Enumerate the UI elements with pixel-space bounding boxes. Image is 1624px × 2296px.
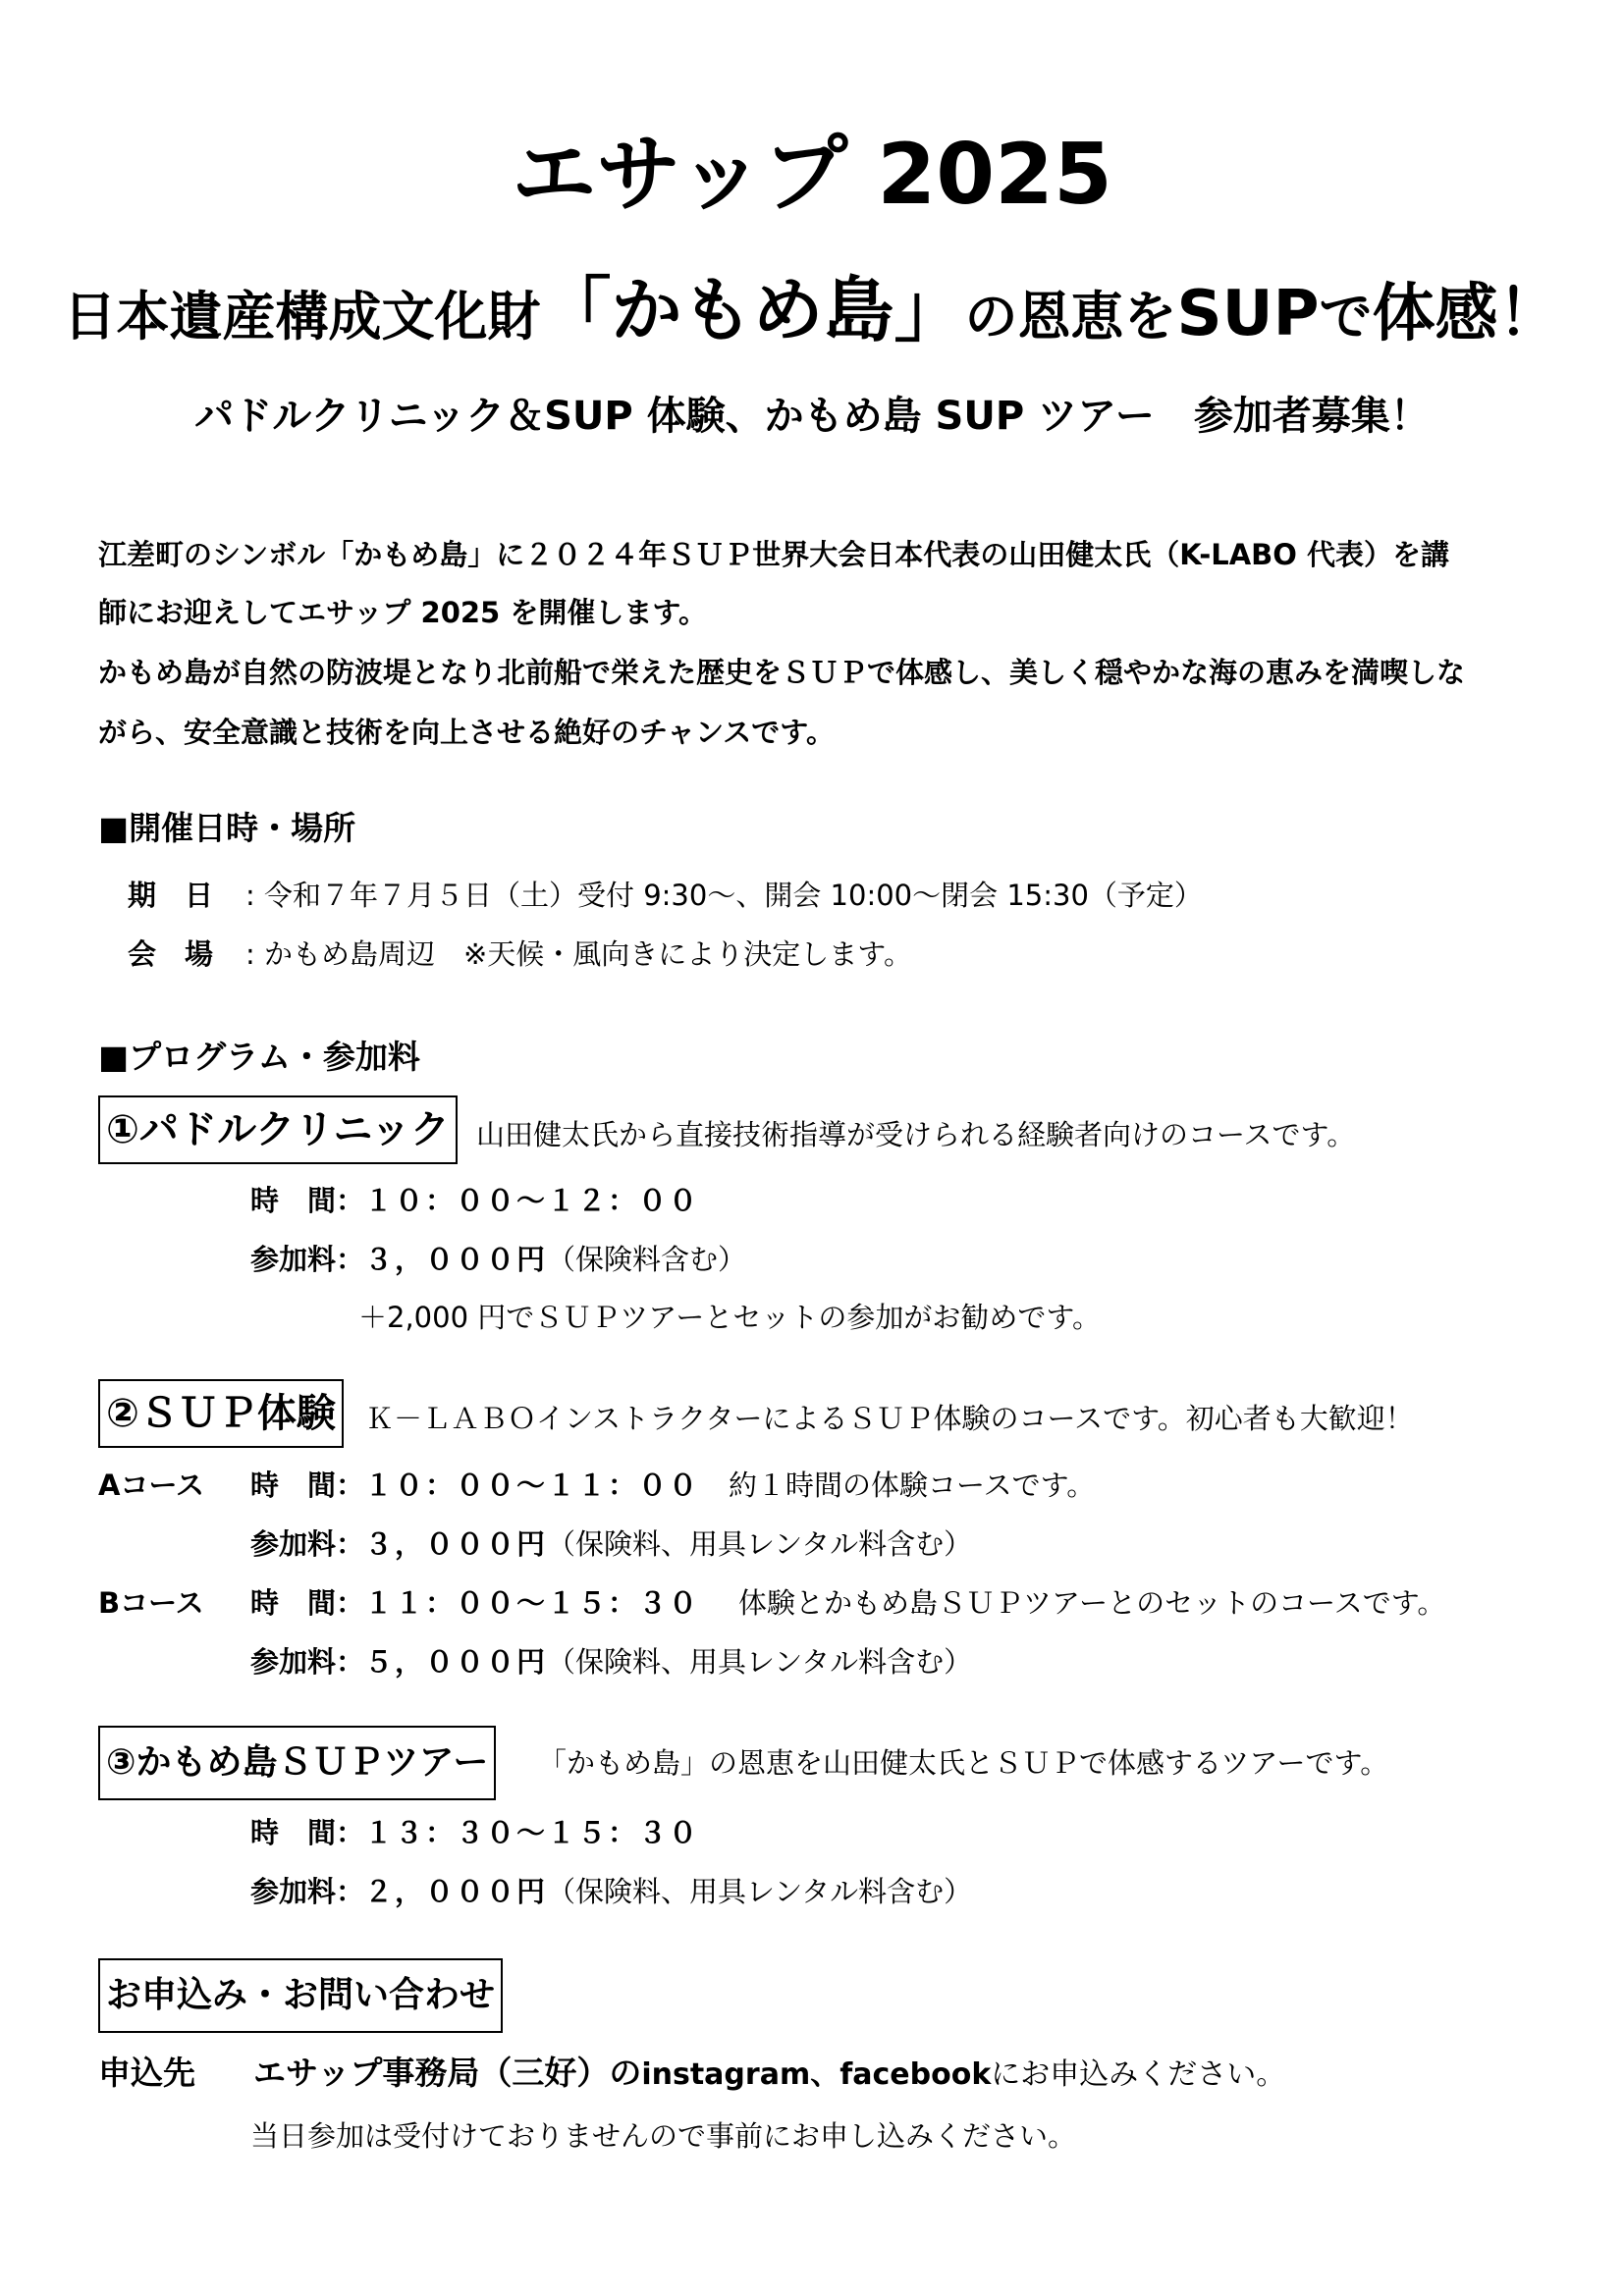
tour-time-row — [250, 1813, 699, 1852]
venue-value: : かもめ島周辺 ※天候・風向きにより決定します。 — [245, 937, 912, 971]
course-a-time-label: 時 間： — [250, 1468, 365, 1502]
schedule-venue-row — [128, 934, 912, 974]
page-title: エサップ 2025 — [512, 126, 1112, 224]
schedule-date-row — [128, 876, 1203, 915]
contact-heading-box: お申込み・お問い合わせ — [98, 1958, 503, 2033]
course-b-time-value: １１：００～１５：３０ — [364, 1586, 700, 1620]
course-b-fee-row — [250, 1642, 972, 1682]
clinic-time-value: １０：００～１２：００ — [364, 1184, 700, 1217]
subtitle — [0, 271, 1624, 356]
course-a-fee-value: ３，０００円 — [364, 1527, 548, 1561]
clinic-time-label: 時 間： — [250, 1184, 365, 1217]
sup-title-box: ②ＳＵＰ体験 — [98, 1379, 344, 1448]
tour-fee-label: 参加料： — [250, 1875, 365, 1908]
tour-desc: 「かもめ島」の恩恵を山田健太氏とＳＵＰで体感するツアーです。 — [538, 1746, 1389, 1780]
clinic-fee-value: ３，０００円 — [364, 1243, 548, 1276]
subtitle-part5: で — [1319, 286, 1373, 347]
clinic-desc: 山田健太氏から直接技術指導が受けられる経験者向けのコースです。 — [476, 1118, 1356, 1151]
sup-desc: Ｋ－ＬＡＢＯインストラクターによるＳＵＰ体験のコースです。初心者も大歓迎！ — [365, 1402, 1414, 1435]
clinic-time-row — [250, 1181, 699, 1220]
course-b-fee-value: ５，０００円 — [364, 1645, 548, 1679]
course-b-fee-note: （保険料、用具レンタル料含む） — [547, 1645, 973, 1679]
intro-line-3: かもめ島が自然の防波堤となり北前船で栄えた歴史をＳＵＰで体感し、美しく穏やかな海の恵みを満喫しな — [98, 656, 1466, 689]
course-a-fee-note: （保険料、用具レンタル料含む） — [547, 1527, 973, 1561]
subtitle-part6: 体感！ — [1372, 278, 1561, 350]
intro-line-2: 師にお迎えしてエサップ 2025 を開催します。 — [98, 596, 708, 629]
course-a-label: Aコース — [98, 1468, 204, 1502]
venue-label: 会 場 — [128, 937, 214, 971]
course-a-fee-row — [250, 1524, 972, 1564]
course-a-time-note: 約１時間の体験コースです。 — [729, 1468, 1096, 1502]
tour-fee-value: ２，０００円 — [364, 1875, 548, 1908]
course-b-fee-label: 参加料： — [250, 1645, 365, 1679]
course-a-time-row — [250, 1466, 1095, 1505]
tour-title-box: ③かもめ島ＳＵＰツアー — [98, 1726, 496, 1800]
course-b-time-note: 体験とかもめ島ＳＵＰツアーとのセットのコースです。 — [738, 1586, 1446, 1620]
course-b-time-label: 時 間： — [250, 1586, 365, 1620]
contact-org: エサップ事務局（三好）の — [253, 2054, 642, 2092]
tour-fee-row — [250, 1872, 972, 1911]
tour-time-value: １３：３０～１５：３０ — [364, 1816, 700, 1849]
date-label: 期 日 — [128, 879, 214, 912]
intro-line-4: がら、安全意識と技術を向上させる絶好のチャンスです。 — [98, 716, 835, 749]
subtitle-part3: の恩恵を — [964, 286, 1177, 347]
clinic-fee-note: （保険料含む） — [547, 1243, 747, 1276]
clinic-fee-label: 参加料： — [250, 1243, 365, 1276]
clinic-extra: ＋2,000 円でＳＵＰツアーとセットの参加がお勧めです。 — [358, 1301, 1102, 1334]
clinic-fee-row — [250, 1240, 746, 1279]
tour-fee-note: （保険料、用具レンタル料含む） — [547, 1875, 973, 1908]
course-a-fee-label: 参加料： — [250, 1527, 365, 1561]
contact-row — [98, 2050, 1285, 2099]
program-heading: ■プログラム・参加料 — [98, 1038, 420, 1076]
date-value: : 令和７年７月５日（土）受付 9:30～、開会 10:00～閉会 15:30（予定） — [245, 879, 1203, 912]
contact-channels: instagram、facebook — [641, 2057, 992, 2092]
contact-note: 当日参加は受付けておりませんので事前にお申し込みください。 — [250, 2119, 1077, 2153]
intro-line-1: 江差町のシンボル「かもめ島」に２０２４年ＳＵＰ世界大会日本代表の山田健太氏（K-LABO 代表）を講 — [98, 538, 1450, 571]
course-b-label: Bコース — [98, 1586, 204, 1620]
course-a-time-value: １０：００～１１：００ — [364, 1468, 700, 1502]
clinic-title-box: ①パドルクリニック — [98, 1095, 458, 1164]
tour-time-label: 時 間： — [250, 1816, 365, 1849]
subtitle-part4: SUP — [1176, 278, 1320, 350]
tagline: パドルクリニック＆SUP 体験、かもめ島 SUP ツアー 参加者募集！ — [194, 394, 1430, 439]
course-b-time-row — [250, 1583, 1445, 1623]
subtitle-part2: 「かもめ島」 — [540, 269, 965, 351]
schedule-heading: ■開催日時・場所 — [98, 809, 356, 847]
contact-label: 申込先 — [98, 2054, 195, 2092]
subtitle-part1: 日本遺産構成文化財 — [63, 286, 541, 347]
contact-suffix: にお申込みください。 — [991, 2057, 1286, 2092]
